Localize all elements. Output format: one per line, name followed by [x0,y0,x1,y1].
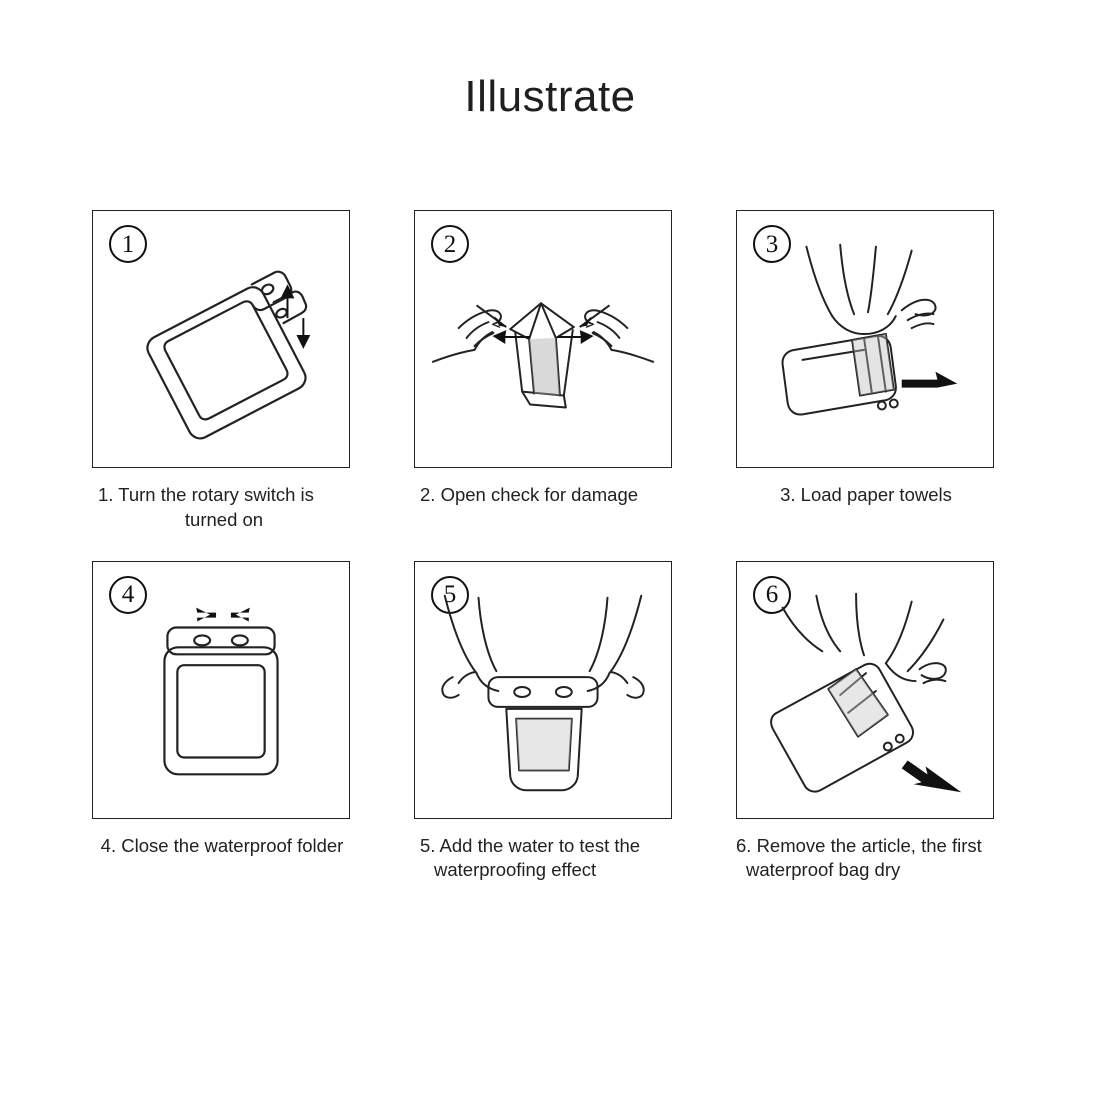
waterproof-pouch-rotary-switch-icon [93,211,349,467]
step-caption-2-line1: 2. Open check for damage [420,484,639,505]
water-test-icon [415,562,671,818]
step-card-4 [92,561,352,884]
step-figure-5 [414,561,672,819]
step-figure-4 [92,561,350,819]
page-title: Illustrate [464,72,636,121]
step-number-badge-4: 4 [109,576,147,614]
step-caption-1 [92,483,352,533]
step-card-6 [736,561,996,884]
step-figure-6 [736,561,994,819]
step-figure-1 [92,210,350,468]
step-card-5 [414,561,674,884]
load-paper-towels-icon [737,211,993,467]
step-caption-1-line1: 1. Turn the rotary switch is [98,484,314,505]
steps-grid [92,210,1016,883]
close-waterproof-folder-icon [93,562,349,818]
step-number-badge-3: 3 [753,225,791,263]
step-card-1 [92,210,352,533]
open-pouch-check-damage-icon [415,211,671,467]
step-card-2 [414,210,674,533]
step-figure-3 [736,210,994,468]
remove-article-dry-bag-icon [737,562,993,818]
step-number-badge-5: 5 [431,576,469,614]
step-caption-5 [414,834,674,884]
step-caption-1-line2: turned on [184,508,264,530]
step-caption-6-line1: 6. Remove the article, the first [736,834,982,856]
step-caption-2 [414,483,674,508]
step-number-badge-1: 1 [109,225,147,263]
step-caption-6 [736,834,996,884]
step-caption-3 [736,483,996,508]
step-card-3 [736,210,996,533]
step-caption-6-line2: waterproof bag dry [746,859,901,881]
step-caption-4-line1: 4. Close the waterproof folder [100,834,344,856]
step-caption-4 [92,834,352,859]
step-caption-5-line2: waterproofing effect [434,859,597,881]
step-caption-5-line1: 5. Add the water to test the [420,834,641,856]
step-figure-2 [414,210,672,468]
step-caption-3-line1: 3. Load paper towels [780,484,952,505]
step-number-badge-2: 2 [431,225,469,263]
step-number-badge-6: 6 [753,576,791,614]
